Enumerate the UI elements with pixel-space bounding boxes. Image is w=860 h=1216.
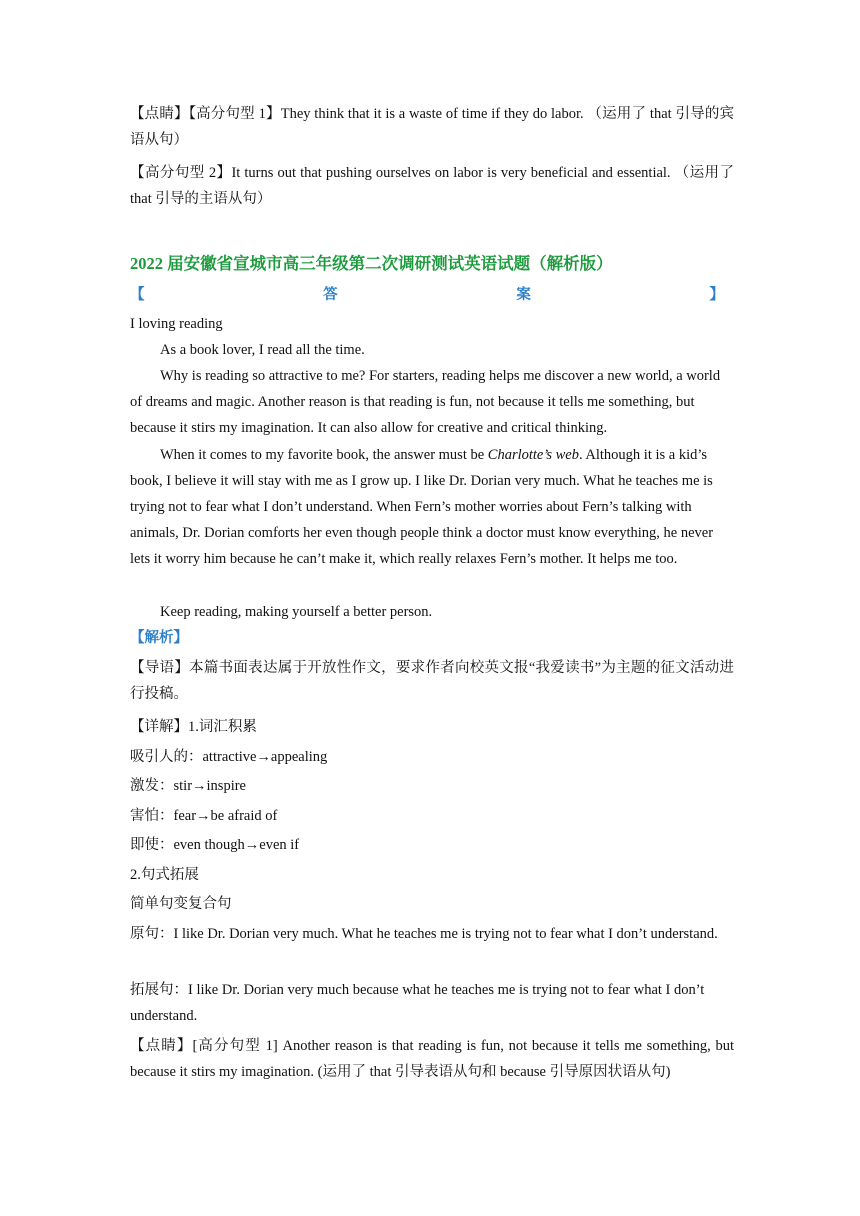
answer-bracket-left: 【 [130,287,145,303]
book-title: Charlotte’s web [487,447,579,463]
vocab-item: 激发：stir→inspire [130,778,246,794]
essay-paragraph-3 [130,442,734,572]
essay-title: I loving reading [130,316,223,332]
original-sentence: 原句：I like Dr. Dorian very much. What he teaches me is trying not to fear what I don’t understand. [130,926,718,942]
vocab-item: 害怕：fear→be afraid of [130,808,278,824]
sentence-expansion-heading: 2.句式拓展 [130,867,199,883]
essay-paragraph-4: Keep reading, making yourself a better person. [160,604,433,620]
sentence-expansion-subheading: 简单句变复合句 [130,896,232,912]
intro-highlight-1: 【点睛】【高分句型 1】They think that it is a waste of time if they do labor. （运用了 that 引导的宾语从句） [130,106,734,148]
analysis-detail-heading: 【详解】1.词汇积累 [130,719,257,735]
answer-bracket-right: 】 [709,287,724,303]
essay-paragraph-2: Why is reading so attractive to me? For starters, reading helps me discover a new world, a world of dreams and magic. Another reason is that reading is fun, not because it tells me something, but because it stirs my imagination. It can also allow for creative and critical thinking. [130,368,721,436]
essay-paragraph-1: As a book lover, I read all the time. [160,342,365,358]
expanded-sentence: 拓展句：I like Dr. Dorian very much because what he teaches me is trying not to fear what I don’t understand. [130,982,705,1024]
analysis-guide: 【导语】本篇书面表达属于开放性作文，要求作者向校英文报“我爱读书”为主题的征文活动进行投稿。 [130,660,734,702]
essay-paragraph-3-rest: . Although it is a kid’s book, I believe it will stay with me as I grow up. I like Dr. Dorian very much. What he teaches me is trying not to fear what I don’t understand. When Fern’s mother worries about Fern’s talking with animals, Dr. Dorian comforts her even though people think a doctor must know everything, he never lets it worry him because he can’t make it, which really relaxes Fern’s mother. It helps me too. [130,447,714,567]
answer-char-2: 案 [516,287,531,303]
vocab-item: 吸引人的：attractive→appealing [130,749,328,765]
analysis-highlight: 【点睛】[高分句型 1] Another reason is that reading is fun, not because it tells me something, but because it stirs my imagination. (运用了 that 引导表语从句和 because 引导原因状语从句) [130,1038,734,1080]
analysis-label: 【解析】 [130,630,188,646]
answer-header [130,284,724,306]
intro-highlight-2: 【高分句型 2】It turns out that pushing ourselves on labor is very beneficial and essential. （运用了 that 引导的主语从句） [130,165,734,207]
section-title: 2022 届安徽省宣城市高三年级第二次调研测试英语试题（解析版） [130,254,613,273]
essay-paragraph-3-start: When it comes to my favorite book, the answer must be [160,447,488,463]
answer-char-1: 答 [323,287,338,303]
vocab-item: 即使：even though→even if [130,837,300,853]
